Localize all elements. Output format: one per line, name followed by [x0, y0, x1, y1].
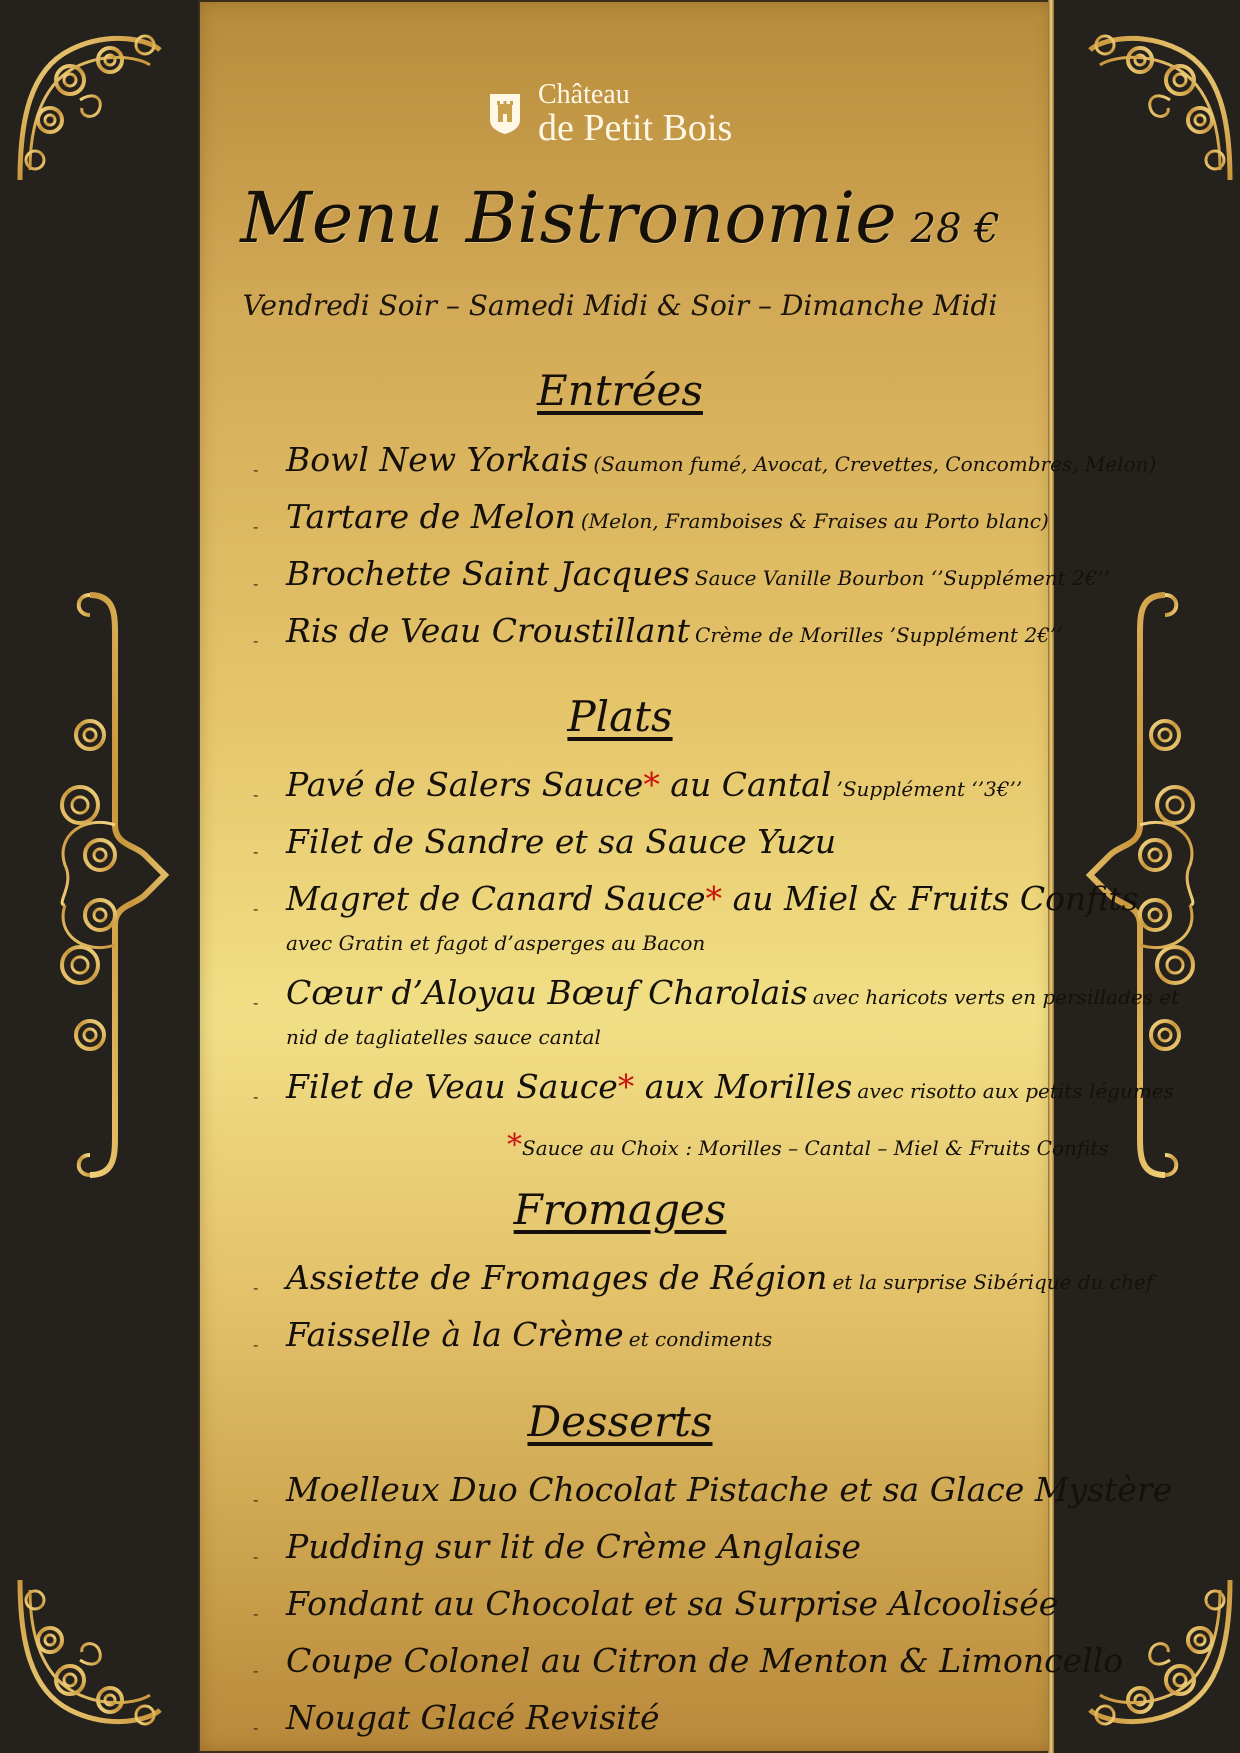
bullet: -	[253, 1087, 259, 1106]
item-name: Moelleux Duo Chocolat Pistache et sa Glace Mystère	[286, 1470, 1173, 1509]
item-name: Cœur d’Aloyau Bœuf Charolais	[286, 973, 808, 1012]
bullet: -	[253, 517, 259, 536]
item-name-cont: au Cantal	[659, 765, 832, 804]
bullet: -	[253, 1335, 259, 1354]
bullet: -	[253, 1661, 259, 1680]
asterisk: *	[507, 1128, 522, 1163]
menu-title	[0, 178, 1240, 269]
item-desc: et la surprise Sibérique du chef	[832, 1270, 1154, 1294]
item-desc: Sauce Vanille Bourbon ‘’Supplément 2€’’	[694, 566, 1111, 590]
bullet: -	[253, 1278, 259, 1297]
item-name: Brochette Saint Jacques	[286, 554, 690, 593]
bullet: -	[253, 899, 259, 918]
bullet: -	[253, 1604, 259, 1623]
bullet: -	[253, 574, 259, 593]
section-title-desserts: Desserts	[527, 1397, 713, 1446]
ornament-bottom-left	[10, 1570, 170, 1740]
item-desc: ’Supplément ‘’3€’’	[836, 777, 1023, 801]
item-name: Tartare de Melon	[286, 497, 576, 536]
brand-line2: de Petit Bois	[538, 107, 733, 149]
item-name: Filet de Sandre et sa Sauce Yuzu	[286, 822, 837, 861]
item-name: Magret de Canard Sauce	[286, 879, 706, 918]
item-desc: (Melon, Framboises & Fraises au Porto blanc)	[580, 509, 1049, 533]
item-name: Fondant au Chocolat et sa Surprise Alcoolisée	[286, 1584, 1059, 1623]
bullet: -	[253, 631, 259, 650]
item-desc: et condiments	[628, 1327, 773, 1351]
bullet: -	[253, 842, 259, 861]
section-title-plats: Plats	[567, 692, 673, 741]
item-name: Nougat Glacé Revisité	[286, 1698, 660, 1737]
ornament-top-left	[10, 20, 170, 190]
ornament-top-right	[1080, 20, 1240, 190]
item-desc: avec risotto aux petits légumes	[857, 1079, 1174, 1103]
item-desc: (Saumon fumé, Avocat, Crevettes, Concombres, Melon)	[593, 452, 1157, 476]
item-desc: Crème de Morilles ’Supplément 2€’’	[695, 623, 1063, 647]
sauce-footnote	[507, 1128, 1109, 1163]
item-name: Assiette de Fromages de Région	[286, 1258, 828, 1297]
footnote-text: Sauce au Choix : Morilles – Cantal – Miel & Fruits Confits	[522, 1136, 1109, 1160]
menu-schedule: Vendredi Soir – Samedi Midi & Soir – Dimanche Midi	[242, 289, 998, 322]
item-name: Pudding sur lit de Crème Anglaise	[286, 1527, 861, 1566]
asterisk: *	[643, 765, 660, 804]
item-name: Pavé de Salers Sauce	[286, 765, 644, 804]
tower-icon	[488, 92, 522, 134]
item-name: Coupe Colonel au Citron de Menton & Limoncello	[286, 1641, 1124, 1680]
bullet: -	[253, 460, 259, 479]
menu-price: 28 €	[910, 206, 1000, 252]
item-sub: nid de tagliatelles sauce cantal	[286, 1025, 601, 1049]
asterisk: *	[705, 879, 723, 918]
bullet: -	[253, 1490, 259, 1509]
bullet: -	[253, 1718, 259, 1737]
brand-logo	[488, 78, 768, 148]
brand-line1: Château	[538, 79, 630, 110]
menu-title-text: Menu Bistronomie	[240, 177, 897, 259]
bullet: -	[253, 993, 259, 1012]
item-name: Ris de Veau Croustillant	[286, 611, 690, 650]
ornament-side-left	[35, 575, 175, 1195]
section-title-fromages: Fromages	[513, 1185, 727, 1234]
bullet: -	[253, 785, 259, 804]
item-name: Bowl New Yorkais	[286, 440, 589, 479]
item-name-cont: aux Morilles	[634, 1067, 853, 1106]
asterisk: *	[617, 1067, 635, 1106]
item-name: Faisselle à la Crème	[286, 1315, 624, 1354]
item-sub: avec Gratin et fagot d’asperges au Bacon	[286, 931, 706, 955]
item-desc: avec haricots verts en persillades et	[812, 985, 1180, 1009]
item-name: Filet de Veau Sauce	[286, 1067, 618, 1106]
item-name-cont: au Miel & Fruits Confits	[722, 879, 1139, 918]
bullet: -	[253, 1547, 259, 1566]
section-title-entrees: Entrées	[537, 366, 703, 415]
